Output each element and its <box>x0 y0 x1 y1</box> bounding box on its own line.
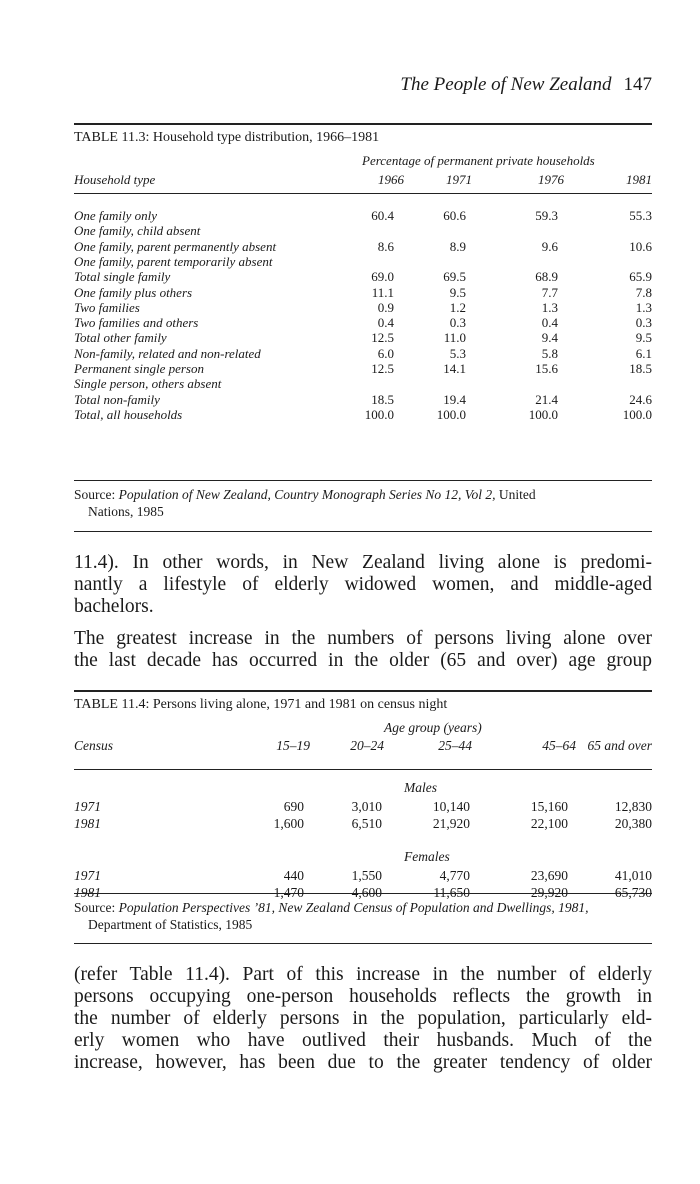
table1-end-rule <box>74 531 652 532</box>
table1-cell: 69.0 <box>371 269 394 285</box>
table2-col-census: Census <box>74 738 114 753</box>
table2-superheader: Age group (years) <box>384 720 482 735</box>
table1-cell: 6.0 <box>377 345 394 361</box>
table1-row-label: Total single family <box>74 269 171 285</box>
table1-row <box>74 239 652 254</box>
table2-cell: 1,600 <box>273 816 304 831</box>
table1-cell: 5.3 <box>449 345 466 361</box>
table1-source <box>74 486 652 520</box>
table1-row-label: Two families and others <box>74 315 199 331</box>
table1-bottom-rule <box>74 480 652 481</box>
table1-row-label: One family, child absent <box>74 223 201 239</box>
table2-source-line2: Department of Statistics, 1985 <box>88 917 253 932</box>
table1-cell: 18.5 <box>371 391 394 407</box>
table1-cell: 12.5 <box>371 361 394 376</box>
table2-cell: 1,470 <box>273 885 304 900</box>
table1-cell: 0.4 <box>541 315 558 331</box>
table2-cell: 440 <box>283 868 304 883</box>
table1-row <box>74 269 652 284</box>
table2-cell: 15,160 <box>530 799 568 814</box>
table2-caption-text: Persons living alone, 1971 and 1981 on census night <box>152 697 448 712</box>
table1-row <box>74 392 652 407</box>
table1-row <box>74 361 652 376</box>
paragraph-1-line-1: 11.4). In other words, in New Zealand living alone is predomi- <box>74 552 652 573</box>
table1-row-label: One family, parent permanently absent <box>74 238 277 254</box>
paragraph-3-line-2: persons occupying one-person households reflects the growth in <box>74 986 652 1007</box>
table1-cell: 11.0 <box>443 330 466 346</box>
table1-row <box>74 330 652 345</box>
table1-cell: 59.3 <box>535 208 558 223</box>
table1-cell: 9.6 <box>541 238 558 254</box>
table1-cell: 18.5 <box>629 361 652 376</box>
paragraph-3-line-4: erly women who have outlived their husbands. Much of the <box>74 1030 652 1051</box>
table1-row <box>74 346 652 361</box>
table1-cell: 7.8 <box>635 284 652 300</box>
table1-source-line2: Nations, 1985 <box>88 504 164 519</box>
table2-caption <box>74 697 447 713</box>
table1-top-rule <box>74 123 652 125</box>
table1-cell: 15.6 <box>535 361 558 376</box>
table1-cell: 100.0 <box>364 406 394 422</box>
table1-cell: 68.9 <box>535 269 558 285</box>
table1-cell: 0.3 <box>635 315 652 331</box>
table2-source-title: Population Perspectives ’81, New Zealand Census of Population and Dwellings, 1981, <box>118 900 589 915</box>
running-title: The People of New Zealand <box>400 74 612 95</box>
table1-cell: 0.4 <box>377 315 394 331</box>
paragraph-1-line-3: bachelors. <box>74 596 154 617</box>
table1-row <box>74 223 652 238</box>
paragraph-1-line-2: nantly a lifestyle of elderly widowed women, and middle-aged <box>74 574 652 595</box>
table2-cell: 29,920 <box>530 885 568 900</box>
table2-row <box>74 868 652 884</box>
table1-cell: 8.9 <box>449 238 466 254</box>
table2-cell: 23,690 <box>530 868 568 883</box>
table2-col-20-24: 20–24 <box>350 738 384 753</box>
table2-females-label: Females <box>404 849 450 864</box>
table2-header-row <box>74 738 652 754</box>
table2-cell: 22,100 <box>530 816 568 831</box>
table2-cell: 20,380 <box>614 816 652 831</box>
table2-bottom-rule <box>74 893 652 894</box>
table1-cell: 14.1 <box>443 361 466 376</box>
table1-cell: 10.6 <box>629 238 652 254</box>
table1-row <box>74 208 652 223</box>
table1-row-label: Single person, others absent <box>74 376 222 392</box>
table2-row <box>74 816 652 832</box>
table1-col-1971: 1971 <box>446 172 472 187</box>
table1-cell: 6.1 <box>635 345 652 361</box>
table1-row <box>74 254 652 269</box>
table1-row-label: Total other family <box>74 330 167 346</box>
paragraph-3-line-1: (refer Table 11.4). Part of this increase in the number of elderly <box>74 964 652 985</box>
table2-end-rule <box>74 943 652 944</box>
table1-source-label: Source: <box>74 487 116 502</box>
table2-col-15-19: 15–19 <box>276 738 310 753</box>
table2-row-label: 1971 <box>74 868 101 883</box>
table1-cell: 100.0 <box>528 406 558 422</box>
table1-row-label: One family plus others <box>74 284 193 300</box>
table1-header-row <box>74 172 652 188</box>
table2-cell: 10,140 <box>432 799 470 814</box>
table1-cell: 8.6 <box>377 238 394 254</box>
table2-row-label: 1971 <box>74 799 101 814</box>
table1-row-label: Non-family, related and non-related <box>74 345 261 361</box>
paragraph-2-line-1: The greatest increase in the numbers of persons living alone over <box>74 628 652 649</box>
table1-cell: 11.1 <box>371 284 394 300</box>
table1-cell: 9.5 <box>635 330 652 346</box>
table2-source-label: Source: <box>74 900 116 915</box>
table1-cell: 12.5 <box>371 330 394 346</box>
table2-row-label: 1981 <box>74 816 101 831</box>
table2-row-label: 1981 <box>74 885 101 900</box>
table2-cell: 41,010 <box>614 868 652 883</box>
table1-col-household-type: Household type <box>74 172 156 187</box>
table1-row <box>74 315 652 330</box>
table1-source-title: Population of New Zealand, Country Monograph Series No 12, Vol 2, <box>118 487 496 502</box>
table1-row-label: One family, parent temporarily absent <box>74 253 273 269</box>
table1-cell: 60.6 <box>443 208 466 223</box>
paragraph-2 <box>74 628 652 672</box>
table2-cell: 6,510 <box>351 816 382 831</box>
paragraph-3 <box>74 964 652 1074</box>
table1-cell: 7.7 <box>541 284 558 300</box>
table2-cell: 65,730 <box>614 885 652 900</box>
paragraph-3-line-5: increase, however, has been due to the greater tendency of older <box>74 1052 652 1073</box>
table1-col-1976: 1976 <box>538 172 564 187</box>
table1-cell: 0.9 <box>377 299 394 315</box>
table1-row-label: Two families <box>74 299 140 315</box>
table1-row-label: Permanent single person <box>74 361 204 376</box>
table1-cell: 19.4 <box>443 391 466 407</box>
table1-cell: 100.0 <box>622 406 652 422</box>
table1-cell: 55.3 <box>629 208 652 223</box>
table2-header-rule <box>74 769 652 770</box>
table1-cell: 1.3 <box>635 299 652 315</box>
table1-cell: 0.3 <box>449 315 466 331</box>
table1-row-label: One family only <box>74 208 158 223</box>
table1-cell: 1.3 <box>541 299 558 315</box>
table1-header-rule <box>74 193 652 194</box>
table1-cell: 100.0 <box>436 406 466 422</box>
paragraph-1 <box>74 552 652 618</box>
table2-source <box>74 899 652 933</box>
table2-cell: 4,600 <box>351 885 382 900</box>
table1-cell: 5.8 <box>541 345 558 361</box>
table1-cell: 69.5 <box>443 269 466 285</box>
table1-col-1981: 1981 <box>626 172 652 187</box>
table1-cell: 9.4 <box>541 330 558 346</box>
table2-col-25-44: 25–44 <box>438 738 472 753</box>
table2-top-rule <box>74 690 652 692</box>
table1-row <box>74 376 652 391</box>
table1-row <box>74 407 652 422</box>
table2-col-65-over: 65 and over <box>587 738 652 753</box>
table1-cell: 21.4 <box>535 391 558 407</box>
table1-cell: 1.2 <box>449 299 466 315</box>
table1-col-1966: 1966 <box>378 172 404 187</box>
table1-row-label: Total non-family <box>74 391 160 407</box>
paragraph-2-line-2: the last decade has occurred in the older (65 and over) age group <box>74 650 652 671</box>
running-head <box>74 74 652 96</box>
table1-source-publisher: United <box>498 487 536 502</box>
table1-row-label: Total, all households <box>74 406 183 422</box>
table1-cell: 60.4 <box>371 208 394 223</box>
table1-row <box>74 285 652 300</box>
table1-row <box>74 300 652 315</box>
page-number: 147 <box>623 74 652 95</box>
table1-cell: 9.5 <box>449 284 466 300</box>
table2-cell: 4,770 <box>439 868 470 883</box>
table2-cell: 3,010 <box>351 799 382 814</box>
table1-cell: 65.9 <box>629 269 652 285</box>
table2-males-label: Males <box>404 780 437 795</box>
table2-cell: 690 <box>283 799 304 814</box>
paragraph-3-line-3: the number of elderly persons in the population, particularly eld- <box>74 1008 652 1029</box>
table1-superheader: Percentage of permanent private households <box>362 153 595 168</box>
table2-cell: 1,550 <box>351 868 382 883</box>
table2-cell: 11,650 <box>433 885 470 900</box>
table2-row <box>74 799 652 815</box>
table2-cell: 21,920 <box>432 816 470 831</box>
table1-cell: 24.6 <box>629 391 652 407</box>
table1-caption: TABLE 11.3: Household type distribution, 1966–1981 <box>74 130 380 145</box>
table2-caption-number: TABLE 11.4: <box>74 697 150 712</box>
table2-cell: 12,830 <box>614 799 652 814</box>
table2-col-45-64: 45–64 <box>542 738 576 753</box>
